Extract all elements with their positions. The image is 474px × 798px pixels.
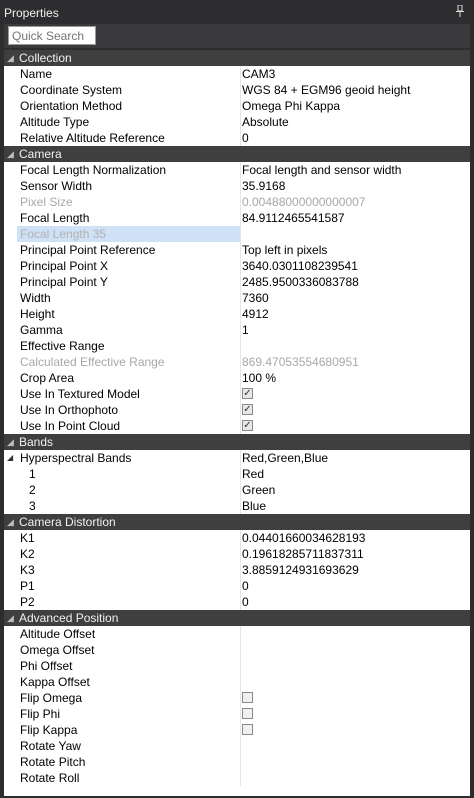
checkbox-flip-omega[interactable] — [242, 692, 253, 703]
property-row-effective-range[interactable]: Effective Range — [4, 338, 470, 354]
property-row-omega-offset[interactable]: Omega Offset — [4, 642, 470, 658]
property-row-k1[interactable]: K1 0.04401660034628193 — [4, 530, 470, 546]
checkbox-use-in-orthophoto[interactable]: ✓ — [243, 404, 252, 416]
property-row-coordinate-system[interactable]: Coordinate System WGS 84 + EGM96 geoid height — [4, 82, 470, 98]
property-row-principal-point-y[interactable]: Principal Point Y 2485.9500336083788 — [4, 274, 470, 290]
property-row-principal-point-reference[interactable]: Principal Point Reference Top left in pixels — [4, 242, 470, 258]
property-row-band-1[interactable]: 1 Red — [4, 466, 470, 482]
property-row-p2[interactable]: P2 0 — [4, 594, 470, 610]
property-row-flip-phi[interactable]: Flip Phi — [4, 706, 470, 722]
collapse-triangle-icon[interactable]: ◢ — [7, 149, 14, 159]
property-row-rotate-pitch[interactable]: Rotate Pitch — [4, 754, 470, 770]
property-row-band-2[interactable]: 2 Green — [4, 482, 470, 498]
property-row-rotate-yaw[interactable]: Rotate Yaw — [4, 738, 470, 754]
property-row-phi-offset[interactable]: Phi Offset — [4, 658, 470, 674]
property-row-sensor-width[interactable]: Sensor Width 35.9168 — [4, 178, 470, 194]
collapse-triangle-icon[interactable]: ◢ — [7, 517, 14, 527]
search-strip — [4, 24, 470, 48]
property-row-rotate-roll[interactable]: Rotate Roll — [4, 770, 470, 786]
property-row-relative-altitude-reference[interactable]: Relative Altitude Reference 0 — [4, 130, 470, 146]
property-row-width[interactable]: Width 7360 — [4, 290, 470, 306]
property-row-focal-length-normalization[interactable]: Focal Length Normalization Focal length and sensor width — [4, 162, 470, 178]
property-row-orientation-method[interactable]: Orientation Method Omega Phi Kappa — [4, 98, 470, 114]
checkbox-use-in-point-cloud[interactable]: ✓ — [243, 420, 252, 432]
property-row-use-in-point-cloud[interactable]: Use In Point Cloud ✓ — [4, 418, 470, 434]
property-row-principal-point-x[interactable]: Principal Point X 3640.0301108239541 — [4, 258, 470, 274]
quick-search-input[interactable] — [8, 26, 96, 45]
collapse-triangle-icon[interactable]: ◢ — [7, 53, 14, 63]
property-row-use-in-orthophoto[interactable]: Use In Orthophoto ✓ — [4, 402, 470, 418]
category-advanced-position[interactable]: ◢ Advanced Position — [4, 610, 470, 626]
property-row-p1[interactable]: P1 0 — [4, 578, 470, 594]
property-row-height[interactable]: Height 4912 — [4, 306, 470, 322]
panel-title: Properties — [4, 6, 59, 20]
property-row-flip-omega[interactable]: Flip Omega — [4, 690, 470, 706]
checkbox-use-in-textured-model[interactable]: ✓ — [243, 388, 252, 400]
property-row-calculated-effective-range[interactable]: Calculated Effective Range 869.47053554680951 — [4, 354, 470, 370]
property-row-k3[interactable]: K3 3.8859124931693629 — [4, 562, 470, 578]
checkbox-flip-kappa[interactable] — [242, 724, 253, 735]
checkbox-flip-phi[interactable] — [242, 708, 253, 719]
property-row-k2[interactable]: K2 0.19618285711837311 — [4, 546, 470, 562]
property-row-band-3[interactable]: 3 Blue — [4, 498, 470, 514]
property-row-kappa-offset[interactable]: Kappa Offset — [4, 674, 470, 690]
property-row-altitude-offset[interactable]: Altitude Offset — [4, 626, 470, 642]
category-bands[interactable]: ◢ Bands — [4, 434, 470, 450]
category-camera-distortion[interactable]: ◢ Camera Distortion — [4, 514, 470, 530]
collapse-triangle-icon[interactable]: ◢ — [7, 613, 14, 623]
panel-titlebar — [0, 0, 474, 24]
property-row-pixel-size[interactable]: Pixel Size 0.00488000000000007 — [4, 194, 470, 210]
property-row-focal-length[interactable]: Focal Length 84.9112465541587 — [4, 210, 470, 226]
property-row-focal-length-35[interactable]: Focal Length 35 — [4, 226, 470, 242]
category-camera[interactable]: ◢ Camera — [4, 146, 470, 162]
property-row-name[interactable]: Name CAM3 — [4, 66, 470, 82]
collapse-triangle-icon[interactable]: ◢ — [7, 437, 14, 447]
pin-icon[interactable] — [456, 5, 464, 17]
expand-triangle-icon[interactable]: ◢ — [7, 453, 14, 462]
property-row-flip-kappa[interactable]: Flip Kappa — [4, 722, 470, 738]
property-row-crop-area[interactable]: Crop Area 100 % — [4, 370, 470, 386]
property-grid — [4, 50, 470, 796]
category-collection[interactable]: ◢ Collection — [4, 50, 470, 66]
property-row-use-in-textured-model[interactable]: Use In Textured Model ✓ — [4, 386, 470, 402]
property-row-altitude-type[interactable]: Altitude Type Absolute — [4, 114, 470, 130]
property-row-hyperspectral-bands[interactable]: ◢ Hyperspectral Bands Red,Green,Blue — [4, 450, 470, 466]
property-row-gamma[interactable]: Gamma 1 — [4, 322, 470, 338]
